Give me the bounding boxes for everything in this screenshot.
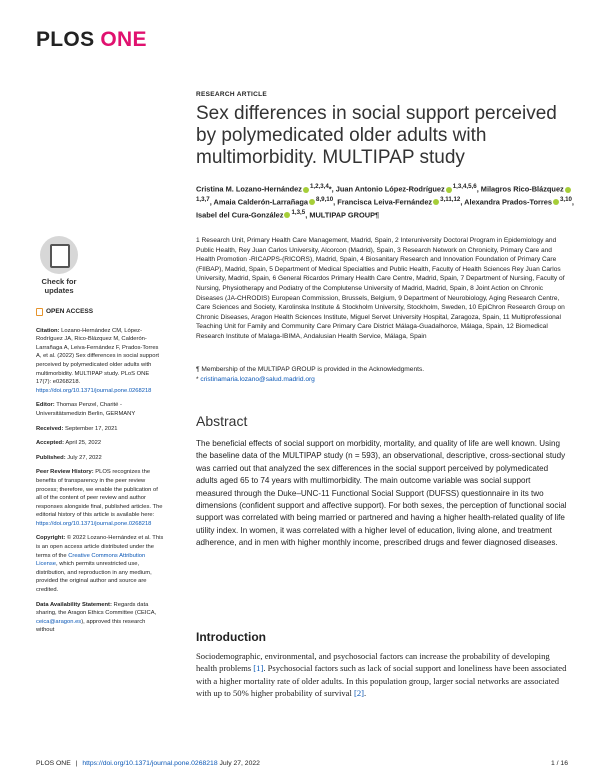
email-line bbox=[196, 375, 568, 385]
accepted-text: April 25, 2022 bbox=[64, 440, 102, 447]
footer-doi-link[interactable]: https://doi.org/10.1371/journal.pone.0268218 bbox=[82, 760, 218, 767]
peer-review-label: Peer Review History: bbox=[36, 469, 94, 476]
received-label: Received: bbox=[36, 425, 64, 432]
footer-left bbox=[36, 760, 263, 767]
author-name[interactable]: , Isabel del Cura-González bbox=[196, 197, 574, 220]
peer-review-link[interactable]: https://doi.org/10.1371/journal.pone.0268218 bbox=[36, 520, 152, 527]
open-access-badge bbox=[36, 308, 164, 317]
logo-one: ONE bbox=[100, 28, 147, 51]
author-group[interactable]: MULTIPAP GROUP bbox=[309, 210, 376, 220]
data-availability bbox=[36, 601, 164, 635]
footer-separator: | bbox=[75, 760, 78, 767]
license-link[interactable]: Creative Commons Attribution License bbox=[36, 552, 146, 568]
citation-label: Citation: bbox=[36, 327, 60, 334]
corresponding-mark: * bbox=[328, 184, 332, 194]
editor-text: Thomas Penzel, Charité - Universitätsmedizin Berlin, GERMANY bbox=[36, 402, 136, 417]
intro-sentence: . Psychosocial factors such as lack of social support and loneliness have been associated with a higher mortality rate of older adults. In this population group, larger social networks are associated with up to 50% higher probability of survival bbox=[196, 663, 567, 699]
logo-plos: PLOS bbox=[36, 28, 95, 51]
author-name[interactable]: , Alexandra Prados-Torres bbox=[460, 197, 552, 207]
check-updates-line2: updates bbox=[44, 286, 74, 295]
data-availability-text: Regards data sharing, the Aragon Ethics Committee (CEICA, bbox=[36, 601, 157, 617]
citation-doi-link[interactable]: https://doi.org/10.1371/journal.pone.0268218 bbox=[36, 387, 152, 394]
citation-text: Lozano-Hernández CM, López-Rodríguez JA, Rico-Blázquez M, Calderón-Larrañaga A, Leiva-Fernández F, Prados-Torres A, et al. (2022) Sex differences in social support perceived by polymedicated older adults with multimorbidity. MULTIPAP study. PLoS ONE 17(7): e0268218. bbox=[36, 327, 159, 386]
editor bbox=[36, 401, 164, 418]
check-updates-label bbox=[36, 277, 82, 295]
intro-sentence: . bbox=[364, 688, 367, 699]
copyright-text-end: , which permits unrestricted use, distribution, and reproduction in any medium, provided the original author and source are credited. bbox=[36, 561, 152, 594]
article-type: RESEARCH ARTICLE bbox=[196, 91, 268, 98]
copyright-label: Copyright: bbox=[36, 535, 66, 542]
orcid-icon[interactable] bbox=[433, 199, 439, 205]
author-affil: 1,2,3,4 bbox=[309, 183, 329, 190]
check-updates-icon bbox=[40, 236, 78, 274]
orcid-icon[interactable] bbox=[303, 187, 309, 193]
affiliations: 1 Research Unit, Primary Health Care Management, Madrid, Spain, 2 Interuniversity Doctoral Program in Epidemiology and Public Health, Rey Juan Carlos University, Alcorcon (Madrid), Spain, 3 Research Network on Chronicity, Primary Care and Health Promotion -RICAPPS-(RICORS), Madrid, Spain, 4 Biosanitary Research and Innovation Foundation of Primary Care (FIIBAP), Madrid, Spain, 5 Department of Medical Specialties and Public Health, Faculty of Health Sciences Rey Juan Carlos University, Madrid, Spain, 6 General Ricardos Primary Health Care Centre, Madrid, Spain, 7 Department of Nursing, Faculty of Nursing, Physiotherapy and Podiatry of the Complutense University of Madrid, Madrid, Spain, 8 Joint Action on Chronic Diseases (JA-CHRODIS) European Commission, Brussels, Belgium, 9 Department of Neurobiology, Aging Research Centre, Care Sciences and Society, Karolinska Institute & Stockholm University, Stockholm, Sweden, 10 EpiChron Research Group on Chronic Diseases, Aragon Health Sciences Institute, Miguel Servet University Hospital, Zaragoza, Spain, 11 Multiprofessional Teaching Unit for Family and Community Care Primary Care District Málaga-Guadalhorce, Málaga, Spain, 12 Biomedical Research Institute of Malaga-IBIMA, Andalusian Health Service, Málaga, Spain bbox=[196, 237, 565, 340]
published-label: Published: bbox=[36, 454, 66, 461]
abstract-text: The beneficial effects of social support on morbidity, mortality, and quality of life are well known. Using the baseline data of the MULTIPAP study (n = 593), an observational, descriptive, cross-sectional study was carried out that analyzed the sex differences in the social support perceived by polymedicated adults aged 65 to 74 years with multimorbidity. The main outcome variable was social support measured through the Duke–UNC-11 Functional Social Support (DUFSS) questionnaire in its two dimensions (confident support and affective support). For both sexes, the perception of functional social support was correlated with being married or partnered and having a higher health-related quality of life utility index. In women, it was correlated with a higher level of education, living alone, and treatment adherence, and in men with higher monthly income, prescribed drugs and fewer diagnosed diseases. bbox=[196, 439, 567, 548]
received-text: September 17, 2021 bbox=[63, 425, 118, 432]
intro-sentence: Sociodemographic, environmental, and psychosocial factors can increase the probability of developing health problems bbox=[196, 651, 550, 674]
article-title: Sex differences in social support perceived by polymedicated older adults with multimorbidity. MULTIPAP study bbox=[196, 103, 557, 168]
open-access-label: OPEN ACCESS bbox=[46, 308, 94, 315]
accepted-date bbox=[36, 439, 164, 448]
author-name[interactable]: , Juan Antonio López-Rodríguez bbox=[331, 184, 445, 194]
data-availability-text-end: ), approved this research without bbox=[36, 618, 146, 634]
footer-date: July 27, 2022 bbox=[219, 760, 260, 767]
introduction-text bbox=[196, 650, 568, 700]
orcid-icon[interactable] bbox=[446, 187, 452, 193]
open-lock-icon bbox=[36, 308, 43, 316]
author-affil: 1,3,4,5,6 bbox=[452, 183, 477, 190]
author-affil: 3,11,12 bbox=[440, 195, 461, 203]
peer-review-text: PLOS recognizes the benefits of transparency in the peer review process; therefore, we enable the publication of all of the content of peer review and author responses alongside final, published articles. The editorial history of this article is available here: bbox=[36, 469, 163, 519]
published-text: July 27, 2022 bbox=[65, 454, 102, 461]
received-date bbox=[36, 425, 164, 434]
author-name[interactable]: , Milagros Rico-Blázquez bbox=[476, 184, 564, 194]
data-availability-label: Data Availability Statement: bbox=[36, 601, 112, 608]
article-sidebar bbox=[36, 308, 164, 641]
abstract-heading: Abstract bbox=[196, 413, 248, 429]
peer-review-history bbox=[36, 468, 164, 528]
check-updates-line1: Check for bbox=[41, 277, 77, 286]
author-name[interactable]: , Francisca Leiva-Fernández bbox=[333, 197, 433, 207]
page-footer bbox=[36, 760, 568, 767]
author-affil: 1,3,7 bbox=[196, 195, 210, 203]
author-affil: 1,3,5 bbox=[291, 208, 306, 216]
accepted-label: Accepted: bbox=[36, 440, 65, 447]
author-affil: 3,10 bbox=[559, 195, 572, 203]
email-link[interactable]: cristinamaria.lozano@salud.madrid.org bbox=[200, 375, 315, 383]
reference-link[interactable]: [2] bbox=[354, 688, 365, 699]
author-affil: 8,9,10 bbox=[316, 195, 334, 203]
orcid-icon[interactable] bbox=[565, 187, 571, 193]
author-name[interactable]: Cristina M. Lozano-Hernández bbox=[196, 184, 302, 194]
page-number: 1 / 16 bbox=[550, 760, 568, 767]
group-mark: ¶ bbox=[375, 210, 380, 220]
copyright-text: © 2022 Lozano-Hernández et al. This is an open access article distributed under the terms of the bbox=[36, 535, 164, 559]
journal-logo[interactable] bbox=[36, 28, 147, 52]
editor-label: Editor: bbox=[36, 402, 55, 409]
footer-journal: PLOS ONE bbox=[36, 760, 71, 767]
data-email-link[interactable]: ceica@aragon.es bbox=[36, 618, 82, 625]
email-prefix: * bbox=[196, 375, 201, 383]
membership-note bbox=[196, 365, 568, 384]
check-for-updates[interactable] bbox=[36, 236, 82, 295]
orcid-icon[interactable] bbox=[553, 199, 559, 205]
copyright bbox=[36, 534, 164, 594]
membership-text: ¶ Membership of the MULTIPAP GROUP is provided in the Acknowledgments. bbox=[196, 366, 425, 373]
author-list bbox=[196, 182, 576, 221]
citation bbox=[36, 327, 164, 396]
reference-link[interactable]: [1] bbox=[253, 663, 264, 674]
orcid-icon[interactable] bbox=[284, 212, 290, 218]
author-separator: , bbox=[305, 210, 308, 220]
orcid-icon[interactable] bbox=[309, 199, 315, 205]
introduction-heading: Introduction bbox=[196, 630, 266, 644]
published-date bbox=[36, 454, 164, 463]
author-name[interactable]: , Amaia Calderón-Larrañaga bbox=[209, 197, 309, 207]
